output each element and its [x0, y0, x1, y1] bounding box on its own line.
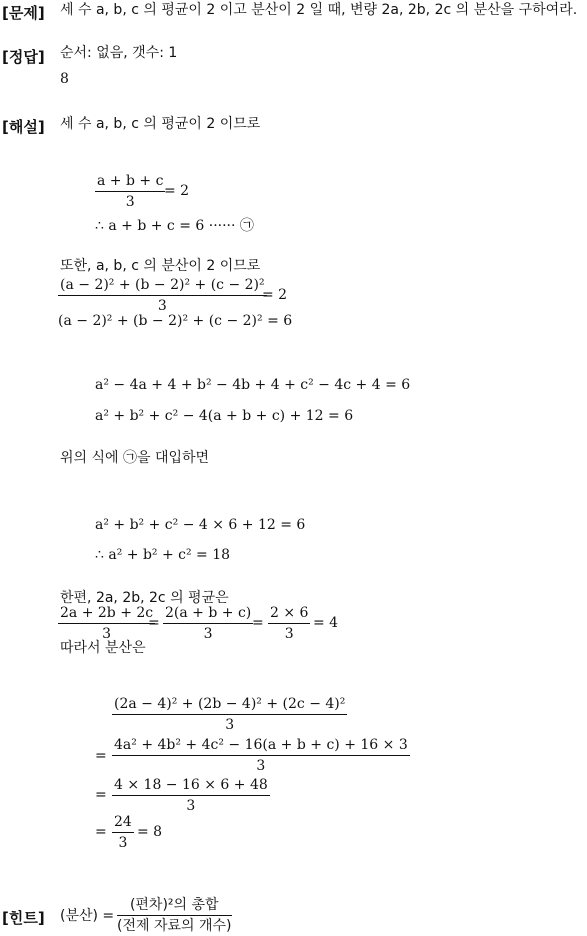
- solution-label: [해설]: [2, 118, 45, 136]
- eq1-rhs: = 2: [164, 183, 190, 199]
- eq13-numerator: 24: [112, 815, 134, 833]
- hint-fraction: [117, 898, 232, 933]
- eq12-eq: =: [95, 787, 107, 803]
- eq3-fraction: [58, 278, 267, 313]
- eq1-numerator: a + b + c: [95, 174, 165, 192]
- eq3-numerator: (a − 2)² + (b − 2)² + (c − 2)²: [58, 278, 267, 296]
- eq1-denominator: 3: [125, 194, 135, 210]
- eq11-denominator: 3: [256, 758, 266, 774]
- eq9c-numerator: 2 × 6: [268, 606, 310, 624]
- eq9-eq-2: =: [252, 615, 264, 631]
- eq6: a² + b² + c² − 4(a + b + c) + 12 = 6: [95, 408, 354, 424]
- eq12-numerator: 4 × 18 − 16 × 6 + 48: [112, 778, 270, 796]
- solution-sentence-2: 또한, a, b, c 의 분산이 2 이므로: [60, 258, 261, 274]
- eq13-denominator: 3: [118, 835, 128, 851]
- eq9a-fraction: [58, 606, 155, 641]
- eq12-denominator: 3: [186, 798, 196, 814]
- eq10-numerator: (2a − 4)² + (2b − 4)² + (2c − 4)²: [112, 697, 347, 715]
- eq13-fraction: [112, 815, 134, 850]
- eq9-rhs: = 4: [313, 615, 339, 631]
- problem-label: [문제]: [2, 4, 45, 22]
- eq8: ∴ a² + b² + c² = 18: [95, 547, 231, 563]
- eq11-eq: =: [95, 748, 107, 764]
- answer-meta: 순서: 없음, 갯수: 1: [60, 45, 178, 61]
- problem-text: 세 수 a, b, c 의 평균이 2 이고 분산이 2 일 때, 변량 2a, 2b, 2c 의 분산을 구하여라.: [60, 2, 578, 18]
- answer-value: 8: [60, 71, 69, 87]
- eq10-denominator: 3: [225, 717, 235, 733]
- solution-sentence-5: 따라서 분산은: [60, 640, 146, 656]
- eq9c-fraction: [268, 606, 310, 641]
- eq9b-denominator: 3: [203, 626, 213, 642]
- eq11-numerator: 4a² + 4b² + 4c² − 16(a + b + c) + 16 × 3: [112, 738, 410, 756]
- eq13-rhs: = 8: [137, 824, 163, 840]
- eq10-fraction: [112, 697, 347, 732]
- eq9c-denominator: 3: [284, 626, 294, 642]
- eq9a-numerator: 2a + 2b + 2c: [58, 606, 155, 624]
- eq4: (a − 2)² + (b − 2)² + (c − 2)² = 6: [58, 313, 293, 329]
- solution-sentence-4: 한편, 2a, 2b, 2c 의 평균은: [60, 590, 229, 606]
- eq9-eq-1: =: [148, 615, 160, 631]
- hint-numerator: (편차)²의 총합: [117, 898, 232, 916]
- eq9a-denominator: 3: [102, 626, 112, 642]
- answer-label: [정답]: [2, 48, 45, 66]
- solution-sentence-1: 세 수 a, b, c 의 평균이 2 이므로: [60, 116, 261, 132]
- eq3-denominator: 3: [157, 298, 167, 314]
- hint-denominator: (전제 자료의 개수): [117, 918, 232, 934]
- eq9b-numerator: 2(a + b + c): [163, 606, 253, 624]
- eq5: a² − 4a + 4 + b² − 4b + 4 + c² − 4c + 4 = 6: [95, 377, 411, 393]
- eq1-fraction: [95, 174, 165, 209]
- eq11-fraction: [112, 738, 410, 773]
- solution-sentence-3: 위의 식에 ㉠을 대입하면: [60, 450, 210, 466]
- hint-lhs: (분산) =: [60, 908, 115, 924]
- hint-label: [힌트]: [2, 909, 45, 927]
- eq3-rhs: = 2: [262, 287, 288, 303]
- eq9b-fraction: [163, 606, 253, 641]
- eq2: ∴ a + b + c = 6 ······ ㉠: [95, 218, 254, 234]
- eq13-eq: =: [95, 824, 107, 840]
- eq12-fraction: [112, 778, 270, 813]
- eq7: a² + b² + c² − 4 × 6 + 12 = 6: [95, 517, 306, 533]
